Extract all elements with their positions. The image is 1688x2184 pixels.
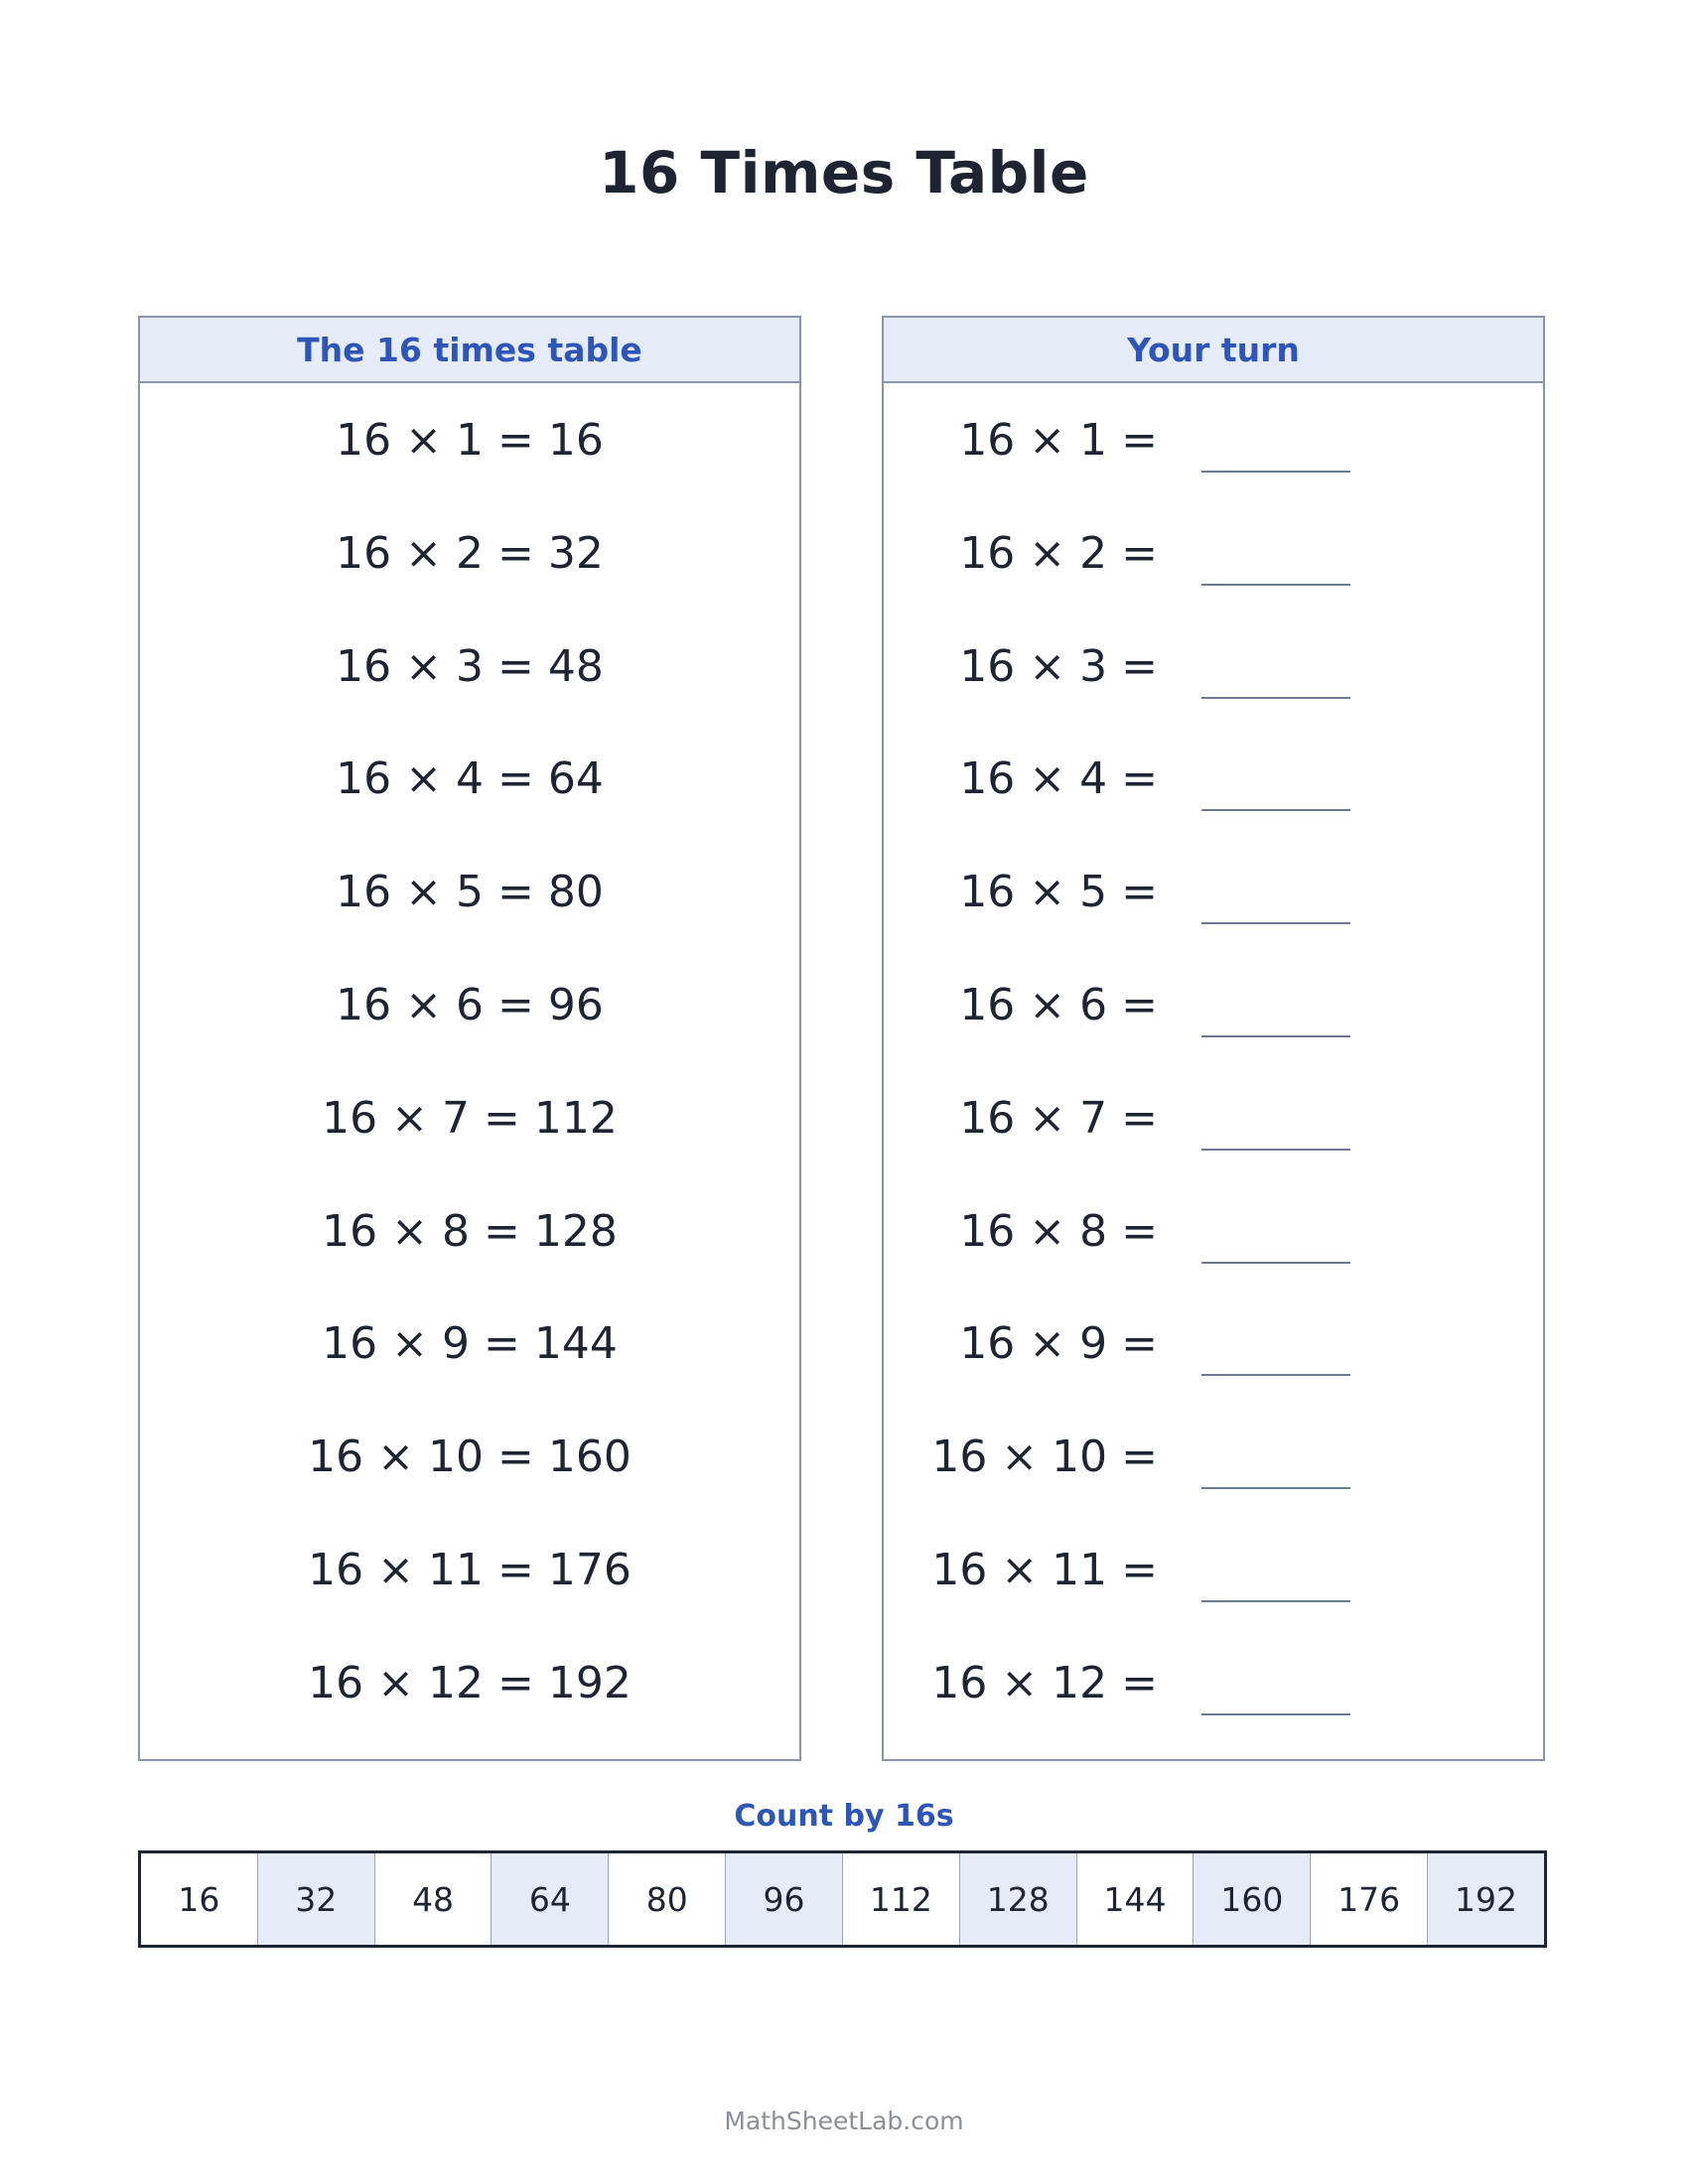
reference-table-header: The 16 times table (140, 318, 799, 383)
problem-row (884, 1654, 1543, 1713)
count-cell: 128 (960, 1853, 1077, 1945)
footer-site-name: MathSheetLab.com (724, 2107, 964, 2135)
count-cell: 144 (1077, 1853, 1195, 1945)
count-cell: 16 (141, 1853, 258, 1945)
count-cell: 176 (1311, 1853, 1428, 1945)
problem-row (884, 1428, 1543, 1487)
problem-expression: 16 × 12 = (931, 1657, 1158, 1708)
fact-row: 16 × 10 = 160 (308, 1432, 632, 1483)
reference-table-panel (138, 316, 801, 1761)
problem-row (884, 1089, 1543, 1149)
problem-row (884, 863, 1543, 922)
answer-blank[interactable] (1201, 1262, 1350, 1264)
answer-blank[interactable] (1201, 1713, 1350, 1715)
fact-row: 16 × 8 = 128 (322, 1205, 618, 1257)
answer-blank[interactable] (1201, 471, 1350, 473)
answer-blank[interactable] (1201, 1035, 1350, 1037)
fact-row: 16 × 7 = 112 (322, 1092, 618, 1144)
problem-row (884, 411, 1543, 471)
count-cell: 96 (726, 1853, 843, 1945)
problem-row (884, 976, 1543, 1035)
problem-expression: 16 × 8 = (959, 1205, 1158, 1257)
count-by-strip (138, 1850, 1547, 1948)
fact-row: 16 × 4 = 64 (336, 753, 604, 805)
problem-expression: 16 × 10 = (931, 1432, 1158, 1483)
problem-row (884, 637, 1543, 697)
fact-row: 16 × 9 = 144 (322, 1318, 618, 1370)
problem-expression: 16 × 5 = (959, 867, 1158, 918)
fact-row: 16 × 12 = 192 (308, 1657, 632, 1708)
problem-row (884, 1202, 1543, 1262)
fact-row: 16 × 6 = 96 (336, 980, 604, 1030)
count-cell: 48 (375, 1853, 492, 1945)
fact-row: 16 × 1 = 16 (336, 415, 604, 466)
problem-expression: 16 × 2 = (959, 527, 1158, 579)
answer-blank[interactable] (1201, 1600, 1350, 1602)
answer-blank[interactable] (1201, 1487, 1350, 1489)
count-cell: 64 (492, 1853, 609, 1945)
answer-blank[interactable] (1201, 1374, 1350, 1376)
problem-row (884, 1541, 1543, 1600)
count-cell: 80 (609, 1853, 726, 1945)
fact-row: 16 × 11 = 176 (308, 1545, 632, 1595)
answer-blank[interactable] (1201, 922, 1350, 924)
answer-blank[interactable] (1201, 1149, 1350, 1151)
problem-expression: 16 × 7 = (959, 1092, 1158, 1144)
fact-row: 16 × 3 = 48 (336, 640, 604, 692)
problem-expression: 16 × 3 = (959, 640, 1158, 692)
count-cell: 192 (1428, 1853, 1544, 1945)
problem-expression: 16 × 1 = (959, 415, 1158, 466)
count-cell: 160 (1194, 1853, 1311, 1945)
problem-row (884, 1314, 1543, 1374)
count-by-label: Count by 16s (734, 1799, 954, 1834)
problem-row (884, 524, 1543, 584)
fact-row: 16 × 5 = 80 (336, 867, 604, 918)
problem-row (884, 750, 1543, 809)
problem-expression: 16 × 11 = (931, 1545, 1158, 1595)
practice-panel (882, 316, 1545, 1761)
answer-blank[interactable] (1201, 584, 1350, 586)
count-cell: 112 (843, 1853, 960, 1945)
practice-header: Your turn (884, 318, 1543, 383)
problem-expression: 16 × 4 = (959, 753, 1158, 805)
problem-expression: 16 × 9 = (959, 1318, 1158, 1370)
answer-blank[interactable] (1201, 809, 1350, 811)
page-title: 16 Times Table (599, 139, 1089, 206)
answer-blank[interactable] (1201, 697, 1350, 699)
problem-expression: 16 × 6 = (959, 980, 1158, 1030)
fact-row: 16 × 2 = 32 (336, 527, 604, 579)
count-cell: 32 (258, 1853, 375, 1945)
